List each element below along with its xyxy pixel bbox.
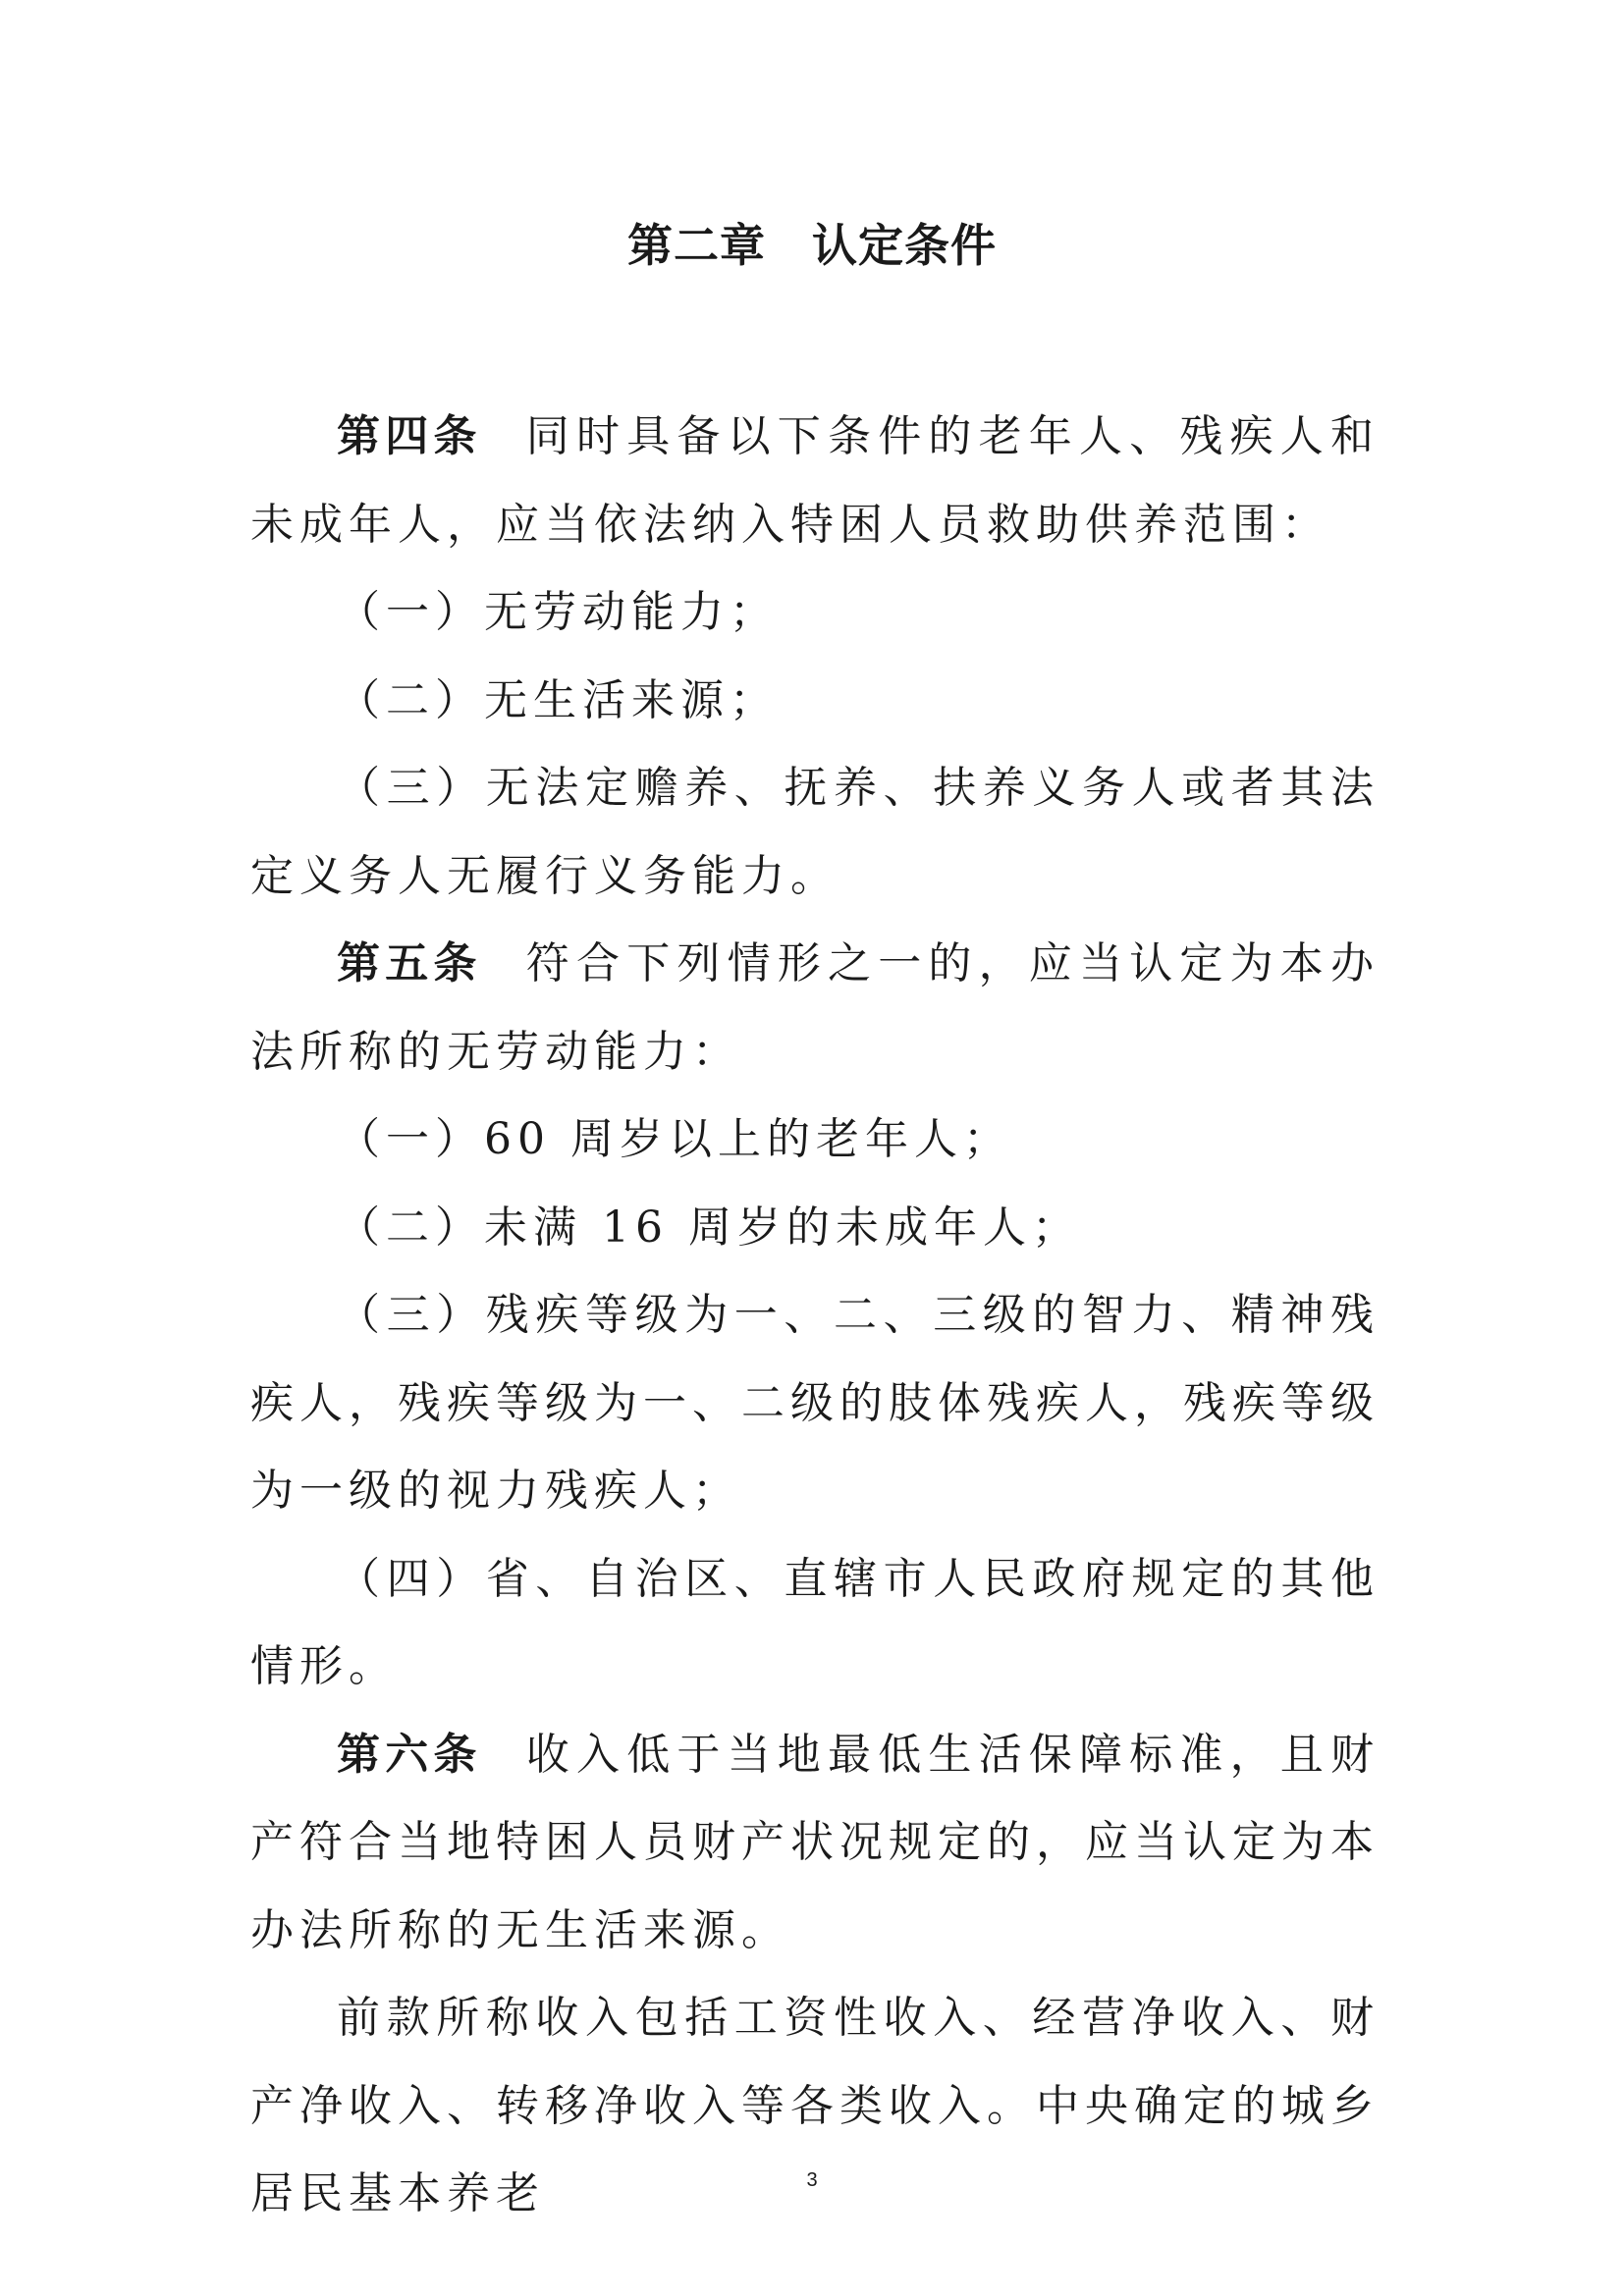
article-label: 第六条 [337, 1729, 482, 1780]
list-item-paragraph [250, 744, 1380, 920]
article-6-paragraph [250, 1711, 1380, 1975]
list-item-paragraph [250, 1184, 1380, 1272]
page-number: 3 [806, 2169, 818, 2191]
body-paragraph [250, 1974, 1380, 2238]
chapter-title: 第二章 认定条件 [627, 219, 997, 272]
list-item-paragraph [250, 568, 1380, 657]
list-item-paragraph [250, 657, 1380, 745]
article-label: 第四条 [337, 411, 482, 461]
paragraph-text: 收入低于当地最低生活保障标准，且财产符合当地特困人员财产状况规定的，应当认定为本办法所称的无生活来源。 [250, 1729, 1380, 1955]
paragraph-text: （三）残疾等级为一、二、三级的智力、精神残疾人，残疾等级为一、二级的肢体残疾人，残疾等级为一级的视力残疾人； [250, 1290, 1380, 1516]
paragraph-text: 前款所称收入包括工资性收入、经营净收入、财产净收入、转移净收入等各类收入。中央确定的城乡居民基本养老 [250, 1993, 1380, 2218]
article-4-paragraph [250, 393, 1380, 568]
paragraph-text: （一）60 周岁以上的老年人； [337, 1114, 1012, 1164]
paragraph-text: （四）省、自治区、直辖市人民政府规定的其他情形。 [250, 1553, 1380, 1691]
paragraph-text: （二）未满 16 周岁的未成年人； [337, 1201, 1081, 1253]
list-item-paragraph [250, 1271, 1380, 1535]
article-label: 第五条 [337, 938, 482, 988]
paragraph-text: （一）无劳动能力； [337, 587, 779, 637]
paragraph-text: （二）无生活来源； [337, 674, 779, 725]
list-item-paragraph [250, 1095, 1380, 1184]
paragraph-text: 符合下列情形之一的，应当认定为本办法所称的无劳动能力： [250, 938, 1380, 1077]
list-item-paragraph [250, 1535, 1380, 1711]
paragraph-text: 同时具备以下条件的老年人、残疾人和未成年人，应当依法纳入特困人员救助供养范围： [250, 411, 1380, 550]
article-5-paragraph [250, 920, 1380, 1095]
paragraph-text: （三）无法定赡养、抚养、扶养义务人或者其法定义务人无履行义务能力。 [250, 763, 1380, 901]
document-body [250, 393, 1380, 2238]
